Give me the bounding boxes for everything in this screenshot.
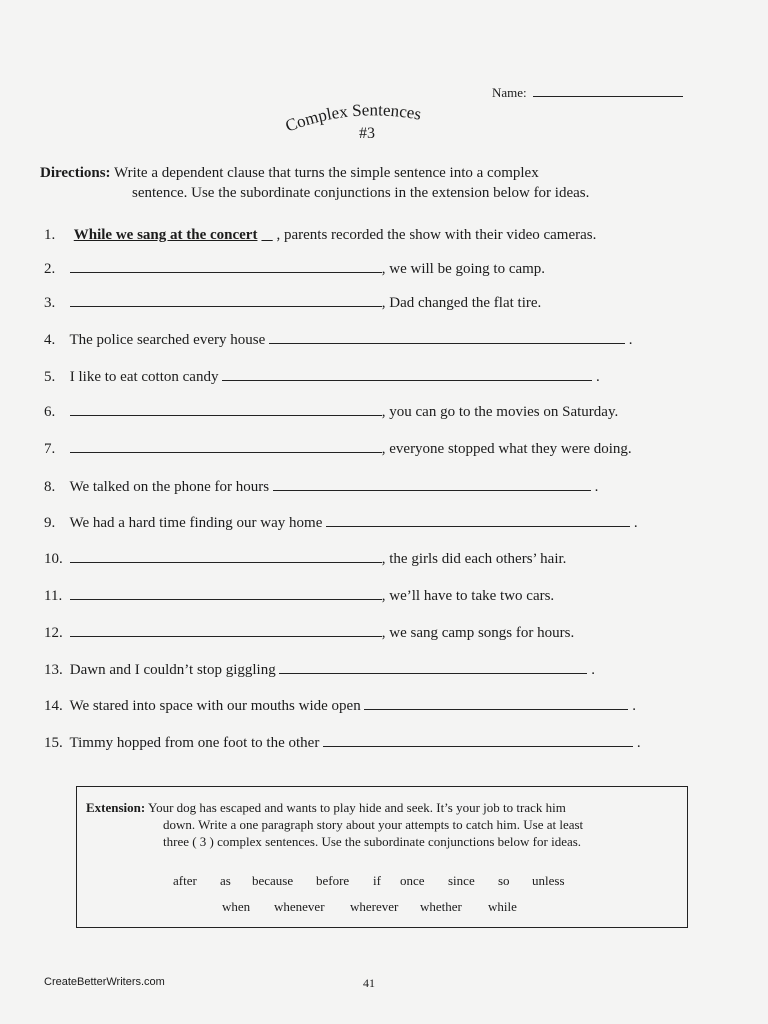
sentence-item-10 [44,549,566,569]
item-number: 12. [44,625,63,641]
footer-site: CreateBetterWriters.com [44,976,165,988]
item-sentence: , parents recorded the show with their video cameras. [276,227,597,243]
item-sentence: The police searched every house [69,332,266,348]
answer-blank[interactable] [326,513,630,527]
item-end-punct: . [636,735,641,751]
conjunction-word: once [400,873,425,888]
item-number: 1. [44,227,56,243]
item-end-punct: . [632,698,636,714]
item-number: 13. [44,662,63,678]
answer-blank[interactable] [364,696,628,710]
sentence-item-13 [44,660,595,680]
item-number: 14. [44,698,63,714]
item-end-punct: . [591,662,595,678]
conjunction-word: whether [420,899,462,914]
sentence-item-9 [44,513,638,533]
item-sentence: We had a hard time finding our way home [69,515,323,531]
item-sentence: Dawn and I couldn’t stop giggling [69,662,276,678]
item-number: 5. [44,369,56,385]
item-sentence: We stared into space with our mouths wide open [69,698,361,714]
answer-blank[interactable] [279,660,587,674]
extension-prompt [86,799,676,850]
answer-blank[interactable] [70,586,382,600]
sentence-item-5 [44,367,600,387]
sentence-item-11 [44,586,554,606]
item-sentence: I like to eat cotton candy [69,369,219,385]
conjunction-word: whenever [274,899,325,914]
item-number: 2. [44,261,56,277]
item-number: 6. [44,404,56,420]
item-number: 3. [44,295,56,311]
extension-box [76,786,688,928]
conjunction-word: wherever [350,899,399,914]
conjunction-word: while [488,899,517,914]
directions-block [40,163,740,203]
extension-line-3: three ( 3 ) complex sentences. Use the subordinate conjunctions below for ideas. [163,834,582,849]
item-end-punct: . [633,515,638,531]
sentence-item-8 [44,477,598,497]
item-sentence: We talked on the phone for hours [69,479,270,495]
item-sentence: , we will be going to camp. [381,261,546,277]
directions-label: Directions: [40,165,111,181]
answer-blank[interactable] [70,402,382,416]
item-number: 15. [44,735,63,751]
item-number: 7. [44,441,56,457]
conjunction-word: after [173,873,197,888]
sentence-item-4 [44,330,632,350]
answer-blank[interactable] [323,733,633,747]
title-number: #3 [359,125,375,142]
name-label: Name: [492,85,527,100]
page-number: 41 [363,976,375,990]
svg-text:Complex Sentences [283,100,423,135]
item-sentence: , you can go to the movies on Saturday. [381,404,619,420]
extension-line-1: Your dog has escaped and wants to play hide and seek. It’s your job to track him [148,800,566,815]
item-number: 11. [44,588,63,604]
extension-line-2: down. Write a one paragraph story about your attempts to catch him. Use at least [163,817,584,832]
answer-blank[interactable] [70,549,382,563]
conjunction-word: since [448,873,475,888]
item-sentence: Timmy hopped from one foot to the other [69,735,320,751]
extension-label: Extension: [86,800,146,815]
item-end-punct: . [594,479,599,495]
name-field [492,84,683,101]
answer-blank[interactable] [70,439,382,453]
item-sentence: , we sang camp songs for hours. [381,625,575,641]
item-end-punct: . [595,369,600,385]
title-arc-text: Complex Sentences [282,100,423,136]
conjunction-word: because [252,873,294,888]
sentence-item-12 [44,623,574,643]
answer-blank[interactable] [269,330,625,344]
answer-blank[interactable] [70,293,382,307]
answer-blank[interactable] [70,623,382,637]
conjunction-word: when [222,899,251,914]
item-number: 8. [44,479,56,495]
sentence-item-7 [44,439,632,459]
sentence-item-15 [44,733,641,753]
conjunction-word: before [316,873,350,888]
conjunction-word: unless [532,873,565,888]
name-blank-line[interactable] [533,84,683,97]
conjunction-word: if [373,873,381,888]
worksheet-title [270,100,460,160]
item-end-punct: . [628,332,633,348]
conjunction-word: as [220,873,231,888]
directions-line-1: Write a dependent clause that turns the simple sentence into a complex [114,165,539,181]
item-sentence: , the girls did each others’ hair. [381,551,567,567]
conjunction-word: so [498,873,510,888]
item-sentence: , we’ll have to take two cars. [381,588,555,604]
sentence-item-1 [44,227,596,247]
directions-line-2: sentence. Use the subordinate conjunctions in the extension below for ideas. [132,185,590,201]
answer-blank[interactable] [273,477,591,491]
item-answer-example: While we sang at the concert [73,227,258,243]
item-number: 10. [44,551,63,567]
sentence-item-2 [44,259,545,279]
sentence-item-14 [44,696,636,716]
item-sentence: , Dad changed the flat tire. [381,295,542,311]
sentence-item-3 [44,293,541,313]
answer-blank[interactable] [222,367,592,381]
sentence-item-6 [44,402,618,422]
item-sentence: , everyone stopped what they were doing. [381,441,632,457]
answer-blank[interactable] [70,259,382,273]
item-number: 4. [44,332,56,348]
item-number: 9. [44,515,56,531]
